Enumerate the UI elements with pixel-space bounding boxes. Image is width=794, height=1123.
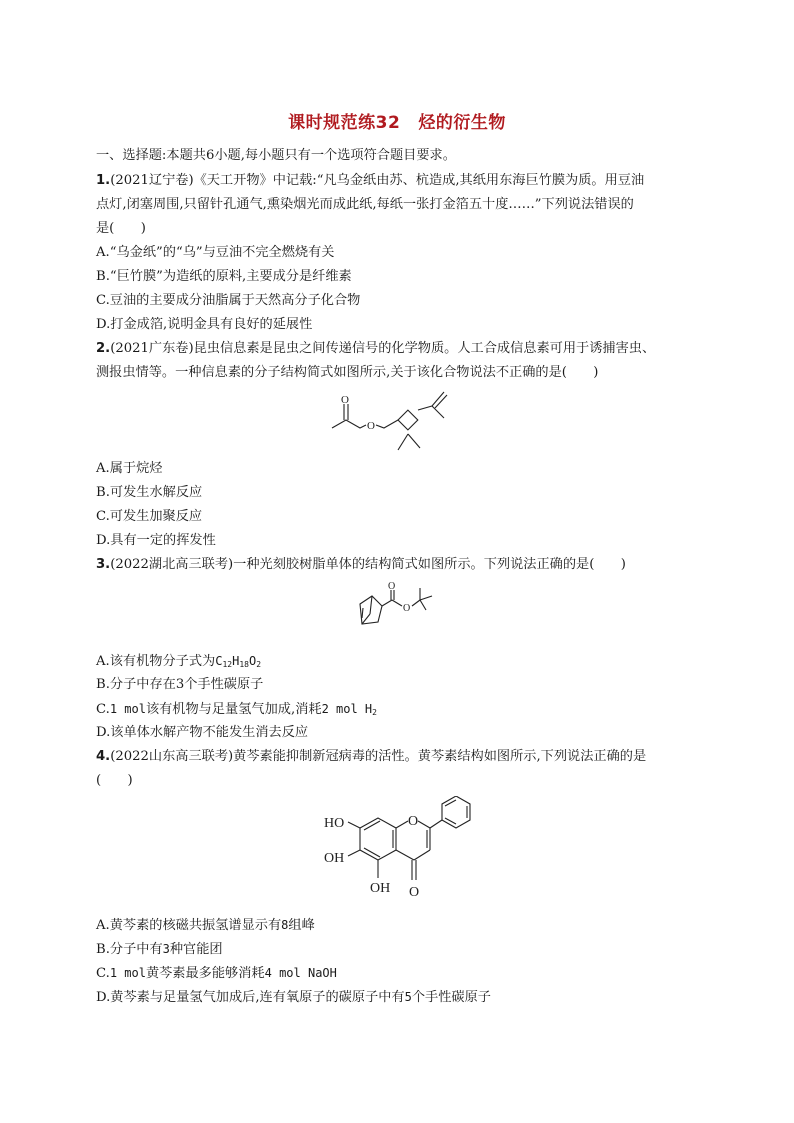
q3-option-c: C.1 mol该有机物与足量氢气加成,消耗2 mol $H_2$ [96,702,377,717]
q1-stem-line1: 1.(2021辽宁卷)《天工开物》中记载:“凡乌金纸由苏、杭造成,其纸用东海巨竹膜为质。用豆油 [96,173,645,188]
q1-option-c: C.豆油的主要成分油脂属于天然高分子化合物 [96,293,361,308]
q4-option-b: B.分子中有3种官能团 [96,942,223,957]
q4-option-a: A.黄芩素的核磁共振氢谱显示有8组峰 [96,918,315,933]
q3-option-d: D.该单体水解产物不能发生消去反应 [96,725,309,740]
q1-option-a: A.“乌金纸”的“乌”与豆油不完全燃烧有关 [96,245,335,260]
q3-ester-oxygen: O [403,603,411,614]
q2-option-c: C.可发生加聚反应 [96,509,203,524]
q2-carbonyl-oxygen: O [341,394,349,406]
q2-stem-line2: 测报虫情等。一种信息素的分子结构简式如图所示,关于该化合物说法不正确的是( ) [96,365,599,380]
q4-ring-oxygen: O [408,814,419,829]
q4-oh-label-bottom: OH [370,881,391,896]
q4-option-d: D.黄芩素与足量氢气加成后,连有氧原子的碳原子中有5个手性碳原子 [96,990,491,1005]
title-topic: 烃的衍生物 [418,113,506,133]
q4-stem-line1: 4.(2022山东高三联考)黄芩素能抑制新冠病毒的活性。黄芩素结构如图所示,下列说法正确的是 [96,749,647,764]
title-code: 课时规范练32 [288,113,401,133]
q1-option-d: D.打金成箔,说明金具有良好的延展性 [96,317,313,332]
q3-option-a: A.该有机物分子式为$C_{12}H_{18}O_2$ [96,654,262,669]
q2-ester-oxygen: O [367,420,375,432]
q2-option-a: A.属于烷烃 [96,461,163,476]
q4-ho-label-top: HO [324,816,345,831]
q3-carbonyl-oxygen: O [388,581,396,592]
q4-option-c: C.1 mol黄芩素最多能够消耗4 mol NaOH [96,966,337,981]
q4-keto-oxygen: O [409,885,420,900]
q3-structure-figure [350,580,446,640]
q4-oh-label-left: OH [324,851,345,866]
q1-stem-line2: 点灯,闭塞周围,只留针孔通气,熏染烟光而成此纸,每纸一张打金箔五十度……”下列说法错误的 [96,197,634,212]
section-header: 一、选择题:本题共6小题,每小题只有一个选项符合题目要求。 [96,148,456,163]
q1-stem-line3: 是( ) [96,221,146,236]
q2-option-b: B.可发生水解反应 [96,485,203,500]
page-title [0,108,794,133]
q2-stem-line1: 2.(2021广东卷)昆虫信息素是昆虫之间传递信号的化学物质。人工合成信息素可用于诱捕害虫、 [96,341,656,356]
q3-stem-line1: 3.(2022湖北高三联考)一种光刻胶树脂单体的结构简式如图所示。下列说法正确的是( ) [96,557,626,572]
q2-structure-figure [328,378,468,460]
q3-option-b: B.分子中存在3个手性碳原子 [96,677,264,692]
q4-stem-line2: ( ) [96,773,133,788]
q2-option-d: D.具有一定的挥发性 [96,533,216,548]
q4-structure-figure [318,796,478,908]
q1-option-b: B.“巨竹膜”为造纸的原料,主要成分是纤维素 [96,269,352,284]
